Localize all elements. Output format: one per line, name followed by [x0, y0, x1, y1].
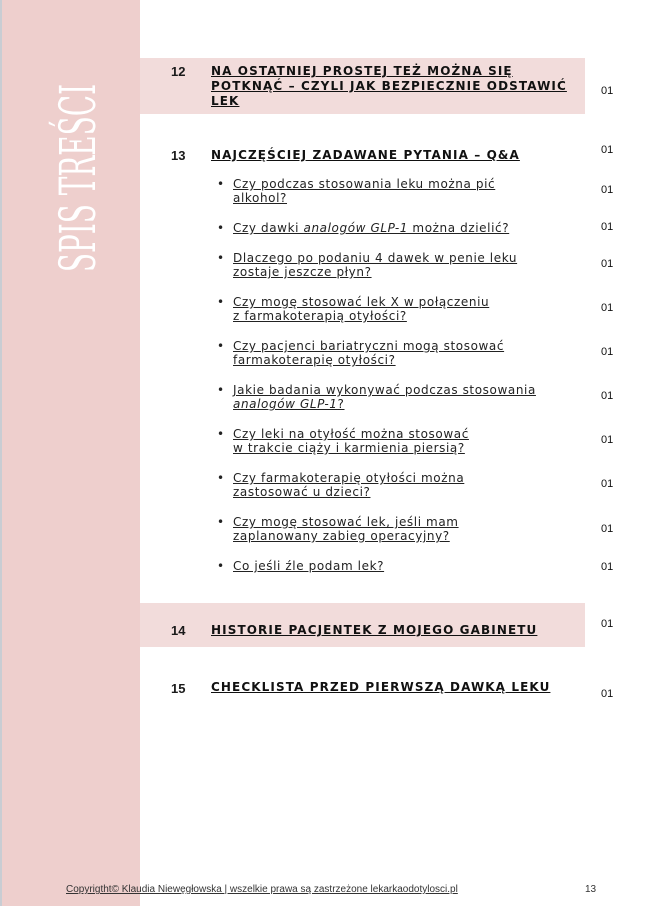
footer-page-number: 13	[585, 884, 597, 895]
bullet: •	[217, 559, 225, 573]
toc-link-qa-1[interactable]	[233, 177, 495, 205]
toc-link-qa-8[interactable]	[233, 471, 464, 499]
toc-link-qa-4[interactable]	[233, 295, 489, 323]
page-number: 01	[601, 618, 614, 630]
item-text: ?	[337, 397, 345, 411]
item-line: zostaje jeszcze płyn?	[233, 265, 372, 279]
page-number: 01	[601, 434, 614, 446]
bullet: •	[217, 471, 225, 485]
bullet: •	[217, 427, 225, 441]
item-line: Czy mogę stosować lek X w połączeniu	[233, 295, 490, 309]
item-line: Czy leki na otyłość można stosować	[233, 427, 469, 441]
page-number: 01	[601, 221, 614, 233]
toc-link-qa-2[interactable]	[233, 221, 509, 235]
page-number: 01	[601, 85, 614, 97]
item-line: w trakcie ciąży i karmienia piersią?	[233, 441, 465, 455]
heading-line: POTKNĄĆ – CZYLI JAK BEZPIECZNIE ODSTAWIĆ	[211, 79, 567, 93]
page-number: 01	[601, 184, 614, 196]
item-line: zastosować u dzieci?	[233, 485, 371, 499]
item-line: Jakie badania wykonywać podczas stosowania	[233, 383, 536, 397]
bullet: •	[217, 177, 225, 191]
toc-link-qa-3[interactable]	[233, 251, 517, 279]
page-number: 01	[601, 523, 614, 535]
toc-link-qa-6[interactable]	[233, 383, 536, 411]
item-line: Czy pacjenci bariatryczni mogą stosować	[233, 339, 505, 353]
page-number: 01	[601, 302, 614, 314]
section-number: 13	[171, 148, 186, 163]
sidebar-title	[49, 26, 107, 330]
sidebar-title-text: SPIS TREŚCI	[49, 83, 107, 273]
toc-link-qa-9[interactable]	[233, 515, 459, 543]
item-line: farmakoterapię otyłości?	[233, 353, 396, 367]
toc-link-qa-10[interactable]: Co jeśli źle podam lek?	[233, 559, 385, 573]
item-text: można dzielić?	[408, 221, 510, 235]
toc-link-qa-5[interactable]	[233, 339, 504, 367]
item-text: Czy dawki	[233, 221, 304, 235]
copyright-link[interactable]: Copyrigtht© Klaudia Niewęgłowska | wszelkie prawa są zastrzeżone lekarkaodotylosci.pl	[66, 884, 458, 895]
toc-link-section-14[interactable]: HISTORIE PACJENTEK Z MOJEGO GABINETU	[211, 623, 538, 637]
page-number: 01	[601, 561, 614, 573]
heading-line: NA OSTATNIEJ PROSTEJ TEŻ MOŻNA SIĘ	[211, 64, 513, 78]
item-line: z farmakoterapią otyłości?	[233, 309, 407, 323]
page-number: 01	[601, 390, 614, 402]
page-number: 01	[601, 688, 614, 700]
item-line: Dlaczego po podaniu 4 dawek w penie leku	[233, 251, 518, 265]
bullet: •	[217, 251, 225, 265]
heading-line: LEK	[211, 94, 240, 108]
item-line: alkohol?	[233, 191, 288, 205]
item-italic: analogów GLP-1	[233, 397, 338, 411]
bullet: •	[217, 339, 225, 353]
page-number: 01	[601, 346, 614, 358]
toc-link-section-13[interactable]: NAJCZĘŚCIEJ ZADAWANE PYTANIA – Q&A	[211, 148, 520, 162]
item-line: Czy mogę stosować lek, jeśli mam	[233, 515, 459, 529]
bullet: •	[217, 221, 225, 235]
toc-link-section-15[interactable]: CHECKLISTA PRZED PIERWSZĄ DAWKĄ LEKU	[211, 680, 551, 694]
section-number: 15	[171, 681, 186, 696]
item-line: Czy podczas stosowania leku można pić	[233, 177, 496, 191]
item-line: Czy farmakoterapię otyłości można	[233, 471, 465, 485]
page-number: 01	[601, 258, 614, 270]
section-number: 14	[171, 623, 186, 638]
bullet: •	[217, 383, 225, 397]
item-italic: analogów GLP-1	[303, 221, 408, 235]
page-number: 01	[601, 478, 614, 490]
sidebar	[0, 0, 140, 906]
toc-link-section-12[interactable]	[211, 64, 567, 109]
toc-link-qa-7[interactable]	[233, 427, 469, 455]
page-number: 01	[601, 144, 614, 156]
bullet: •	[217, 515, 225, 529]
item-line: zaplanowany zabieg operacyjny?	[233, 529, 450, 543]
section-number: 12	[171, 64, 186, 79]
bullet: •	[217, 295, 225, 309]
